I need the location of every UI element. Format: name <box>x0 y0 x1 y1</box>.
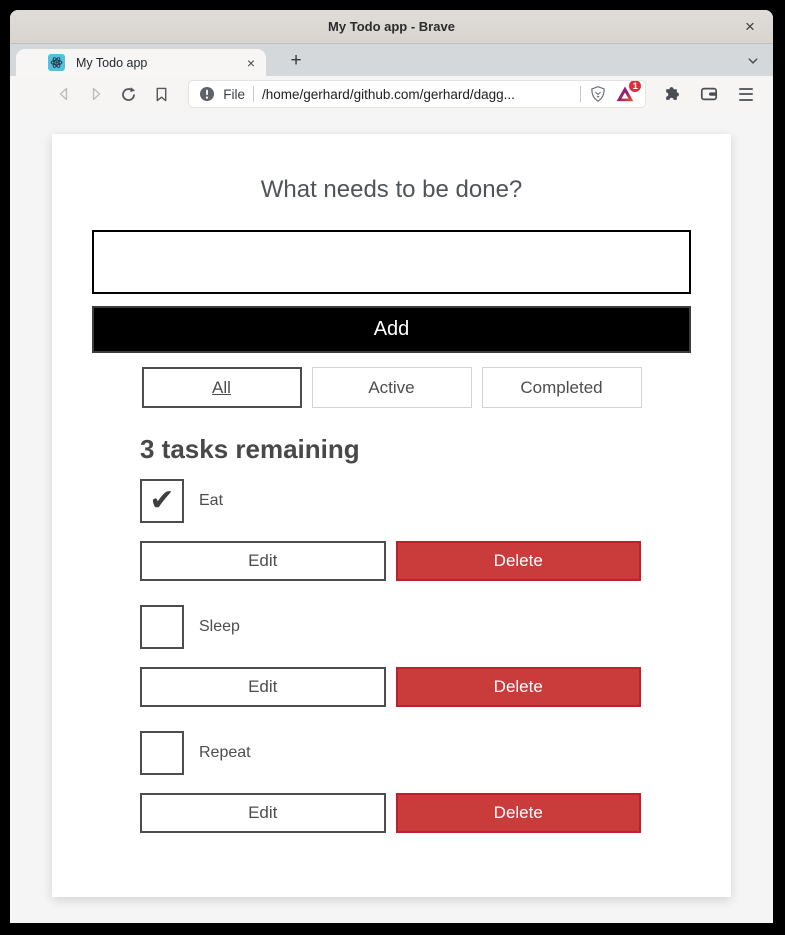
window-title: My Todo app - Brave <box>328 19 455 34</box>
bookmark-button[interactable] <box>148 80 176 108</box>
page-viewport <box>10 112 773 923</box>
close-icon: × <box>246 54 256 71</box>
tasks-remaining-heading: 3 tasks remaining <box>140 434 360 464</box>
task-list <box>140 434 641 833</box>
task-label: Repeat <box>199 744 251 761</box>
tab-strip <box>10 44 773 76</box>
url-separator <box>253 86 254 102</box>
extensions-button[interactable] <box>658 81 684 107</box>
edit-task-button[interactable]: Edit <box>140 667 386 707</box>
plus-icon: + <box>290 50 302 71</box>
tab-my-todo-app[interactable] <box>16 49 266 76</box>
address-bar[interactable] <box>188 80 646 108</box>
new-tab-button[interactable] <box>282 48 310 74</box>
browser-window <box>10 10 773 923</box>
forward-button[interactable] <box>83 80 111 108</box>
wallet-icon <box>700 85 718 103</box>
url-separator <box>580 86 581 102</box>
bookmark-icon <box>154 87 169 102</box>
reload-icon <box>120 86 137 103</box>
filter-completed-button[interactable]: Completed <box>482 367 642 408</box>
chevron-down-icon <box>747 55 759 67</box>
app-heading: What needs to be done? <box>260 176 523 203</box>
back-button[interactable] <box>50 80 78 108</box>
brave-shield-icon <box>589 85 607 103</box>
filter-active-button[interactable]: Active <box>312 367 472 408</box>
hamburger-icon <box>739 88 753 90</box>
hamburger-icon <box>739 93 753 95</box>
new-task-input[interactable] <box>92 230 691 294</box>
forward-icon <box>88 86 104 102</box>
wallet-button[interactable] <box>696 81 722 107</box>
menu-button[interactable] <box>733 81 759 107</box>
back-icon <box>56 86 72 102</box>
puzzle-icon <box>663 86 680 103</box>
delete-task-button[interactable]: Delete <box>396 667 642 707</box>
filter-group <box>92 367 691 408</box>
brave-shields-button[interactable] <box>589 85 607 103</box>
close-icon: × <box>745 17 755 36</box>
brave-rewards-button[interactable] <box>615 80 638 104</box>
react-favicon-icon <box>48 54 65 71</box>
window-close-button[interactable] <box>737 14 763 40</box>
url-scheme-chip: File <box>223 86 246 102</box>
delete-task-button[interactable]: Delete <box>396 541 642 581</box>
task-checkbox[interactable] <box>140 731 184 775</box>
task-row-repeat <box>140 731 641 833</box>
hamburger-icon <box>739 99 753 101</box>
task-row-eat <box>140 479 641 581</box>
tab-close-button[interactable] <box>242 54 260 72</box>
task-label: Eat <box>199 492 224 509</box>
task-checkbox[interactable] <box>140 605 184 649</box>
tab-search-button[interactable] <box>743 51 763 71</box>
window-titlebar <box>10 10 773 44</box>
site-info-icon[interactable] <box>199 86 215 102</box>
edit-task-button[interactable]: Edit <box>140 541 386 581</box>
task-row-sleep <box>140 605 641 707</box>
filter-all-button[interactable]: All <box>142 367 302 408</box>
url-path-text: /home/gerhard/github.com/gerhard/dagg... <box>262 86 515 102</box>
todo-app-card <box>52 134 731 897</box>
edit-task-button[interactable]: Edit <box>140 793 386 833</box>
browser-toolbar <box>10 76 773 112</box>
task-label: Sleep <box>199 618 240 635</box>
task-checkbox[interactable] <box>140 479 184 523</box>
rewards-badge: 1 <box>628 80 642 93</box>
checkmark-icon: ✔ <box>149 484 175 517</box>
tab-title: My Todo app <box>76 55 148 70</box>
delete-task-button[interactable]: Delete <box>396 793 642 833</box>
add-task-button[interactable]: Add <box>92 306 691 353</box>
reload-button[interactable] <box>115 80 143 108</box>
